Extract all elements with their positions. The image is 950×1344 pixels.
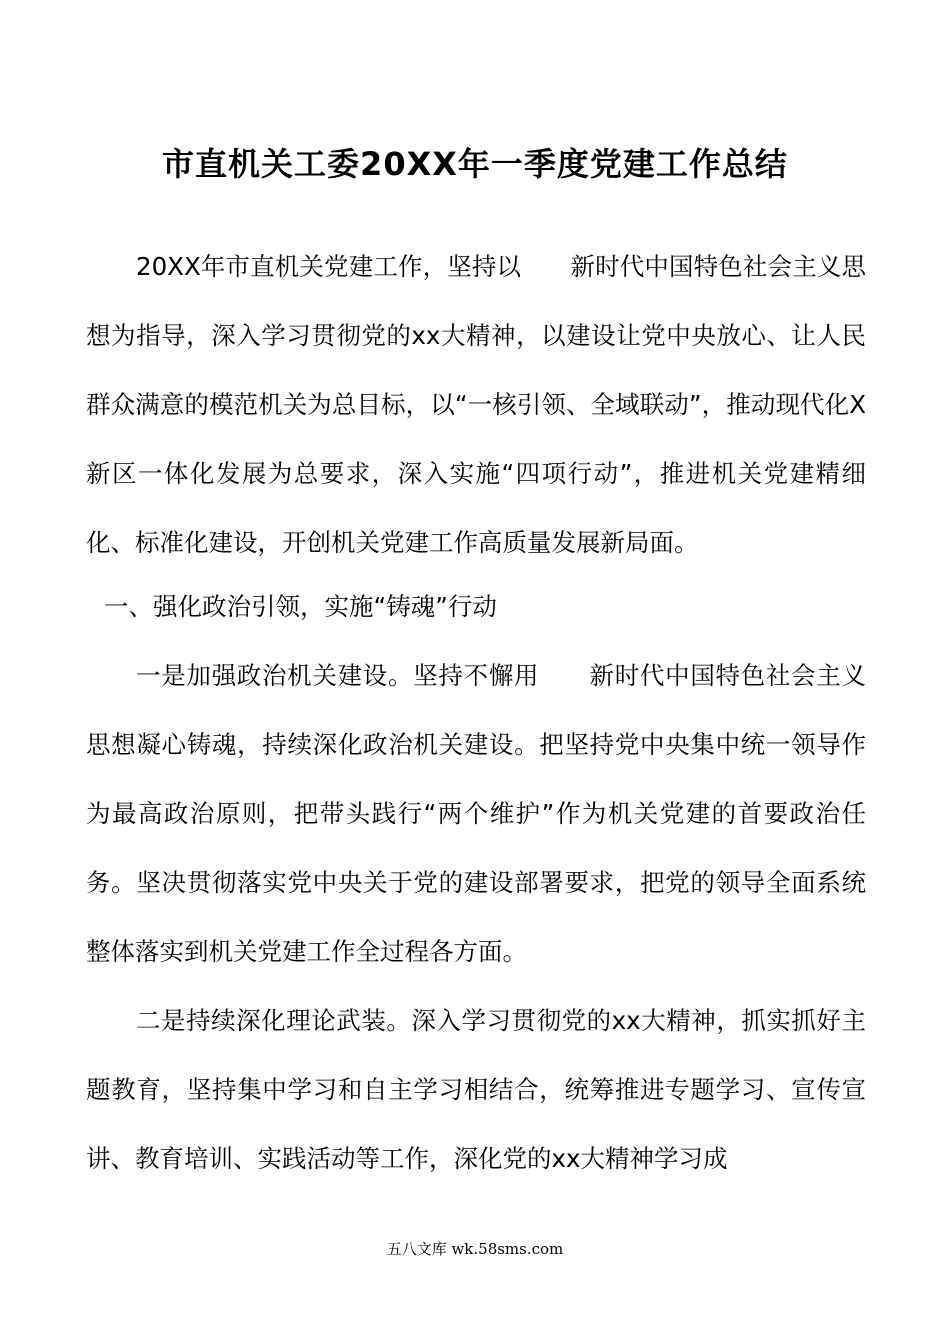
page-footer-watermark: 五八文库 wk.58sms.com <box>386 1240 564 1258</box>
intro-paragraph: 20XX年市直机关党建工作，坚持以 新时代中国特色社会主义思想为指导，深入学习贯彻党的xx大精神，以建设让党中央放心、让人民群众满意的模范机关为总目标，以“一核引领、全域联动”，推动现代化X新区一体化发展为总要求，深入实施“四项行动”，推进机关党建精细化、标准化建设，开创机关党建工作高质量发展新局面。 <box>86 252 866 557</box>
paragraph-political-organs: 一是加强政治机关建设。坚持不懈用 新时代中国特色社会主义思想凝心铸魂，持续深化政治机关建设。把坚持党中央集中统一领导作为最高政治原则，把带头践行“两个维护”作为机关党建的首要政治任务。坚决贯彻落实党中央关于党的建设部署要求，把党的领导全面系统整体落实到机关党建工作全过程各方面。 <box>86 661 866 966</box>
document-title: 市直机关工委20XX年一季度党建工作总结 <box>162 145 788 183</box>
document-body <box>86 232 866 1193</box>
section-heading-1: 一、强化政治引领，实施“铸魂”行动 <box>104 592 497 621</box>
paragraph-theory-study: 二是持续深化理论武装。深入学习贯彻党的xx大精神，抓实抓好主题教育，坚持集中学习和自主学习相结合，统筹推进专题学习、宣传宣讲、教育培训、实践活动等工作，深化党的xx大精神学习成 <box>86 1006 866 1173</box>
